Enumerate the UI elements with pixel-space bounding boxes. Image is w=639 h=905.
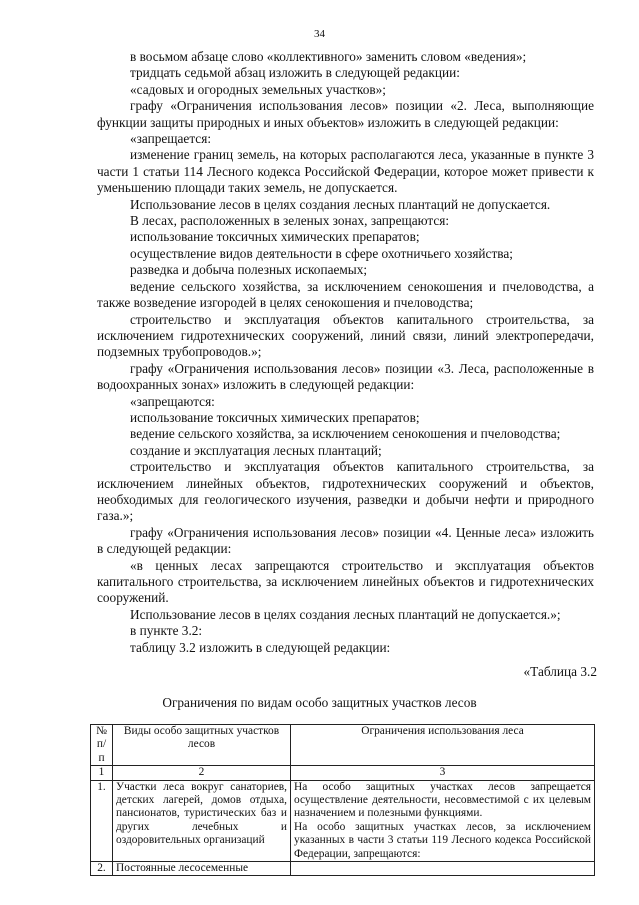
body-paragraph: создание и эксплуатация лесных плантаций; — [130, 442, 382, 458]
body-paragraph: использование токсичных химических препаратов; — [130, 229, 420, 245]
page-number: 34 — [314, 28, 325, 40]
row-kind: Постоянные лесосеменные — [113, 862, 291, 876]
body-paragraph: осуществление видов деятельности в сфере охотничьего хозяйства; — [130, 245, 513, 261]
header-limits: Ограничения использования леса — [291, 725, 595, 766]
body-paragraph: в пункте 3.2: — [130, 623, 203, 639]
body-paragraph: использование токсичных химических препаратов; — [130, 409, 420, 425]
header-kind: Виды особо защитных участков лесов — [113, 725, 291, 766]
column-number: 3 — [291, 766, 595, 780]
table-caption-ref: «Таблица 3.2 — [523, 664, 597, 679]
body-paragraph: разведка и добыча полезных ископаемых; — [130, 262, 368, 278]
body-paragraph: графу «Ограничения использования лесов» позиции «4. Ценные леса» изложить в следующей редакции: — [97, 524, 594, 557]
header-number: № п/п — [91, 725, 113, 766]
table-column-number-row — [91, 766, 595, 780]
row-number: 2. — [91, 862, 113, 876]
row-kind: Участки леса вокруг санаториев, детских лагерей, домов отдыха, пансионатов, туристических баз и других лечебных и оздоровительных организаций — [113, 780, 291, 861]
body-paragraph: «в ценных лесах запрещаются строительство и эксплуатация объектов капитального строительства, за исключением линейных объектов и гидротехнических сооружений. — [97, 557, 594, 606]
body-paragraph: тридцать седьмой абзац изложить в следующей редакции: — [130, 65, 460, 81]
body-paragraph: таблицу 3.2 изложить в следующей редакции: — [130, 639, 391, 655]
body-paragraph: графу «Ограничения использования лесов» позиции «3. Леса, расположенные в водоохранных зонах» изложить в следующей редакции: — [97, 360, 594, 393]
body-paragraph: строительство и эксплуатация объектов капитального строительства, за исключением линейных объектов, гидротехнических сооружений и объектов, необходимых для геологического изучения, разведки и добычи нефти и природного газа.»; — [97, 459, 594, 524]
column-number: 2 — [113, 766, 291, 780]
table-row — [91, 862, 595, 876]
column-number: 1 — [91, 766, 113, 780]
table-title: Ограничения по видам особо защитных участков лесов — [162, 695, 477, 710]
table-header-row — [91, 725, 595, 766]
row-limits — [291, 780, 595, 861]
row-limits — [291, 862, 595, 876]
body-paragraph: «запрещается: — [130, 131, 212, 147]
body-paragraph: графу «Ограничения использования лесов» позиции «2. Леса, выполняющие функции защиты природных и иных объектов» изложить в следующей редакции: — [97, 98, 594, 130]
document-body — [97, 49, 594, 656]
body-paragraph: «садовых и огородных земельных участков»; — [130, 81, 386, 97]
body-paragraph: Использование лесов в целях создания лесных плантаций не допускается.»; — [130, 606, 561, 622]
body-paragraph: «запрещаются: — [130, 393, 215, 409]
body-paragraph: изменение границ земель, на которых располагаются леса, указанные в пункте 3 части 1 статьи 114 Лесного кодекса Российской Федерации, которое может привести к уменьшению площади таких земель, не допускается. — [97, 147, 594, 196]
restrictions-table — [90, 724, 595, 876]
row-limits-paragraph: На особо защитных участках лесов, за исключением указанных в части 3 статьи 119 Лесного кодекса Российской Федерации, запрещаются: — [294, 820, 591, 860]
body-paragraph: ведение сельского хозяйства, за исключением сенокошения и пчеловодства, а также возведение изгородей в целях сенокошения и пчеловодства; — [97, 278, 594, 311]
body-paragraph: в восьмом абзаце слово «коллективного» заменить словом «ведения»; — [130, 49, 527, 64]
body-paragraph: Использование лесов в целях создания лесных плантаций не допускается. — [130, 196, 551, 212]
body-paragraph: В лесах, расположенных в зеленых зонах, запрещаются: — [130, 213, 450, 229]
body-paragraph: строительство и эксплуатация объектов капитального строительства, за исключением гидротехнических сооружений, линий связи, линий электропередачи, подземных трубопроводов.»; — [97, 311, 594, 360]
row-limits-paragraph: На особо защитных участках лесов запрещается осуществление деятельности, несовместимой с их целевым назначением и полезными функциями. — [294, 780, 591, 820]
body-paragraph: ведение сельского хозяйства, за исключением сенокошения и пчеловодства; — [130, 426, 561, 442]
table-row — [91, 780, 595, 861]
row-number: 1. — [91, 780, 113, 861]
